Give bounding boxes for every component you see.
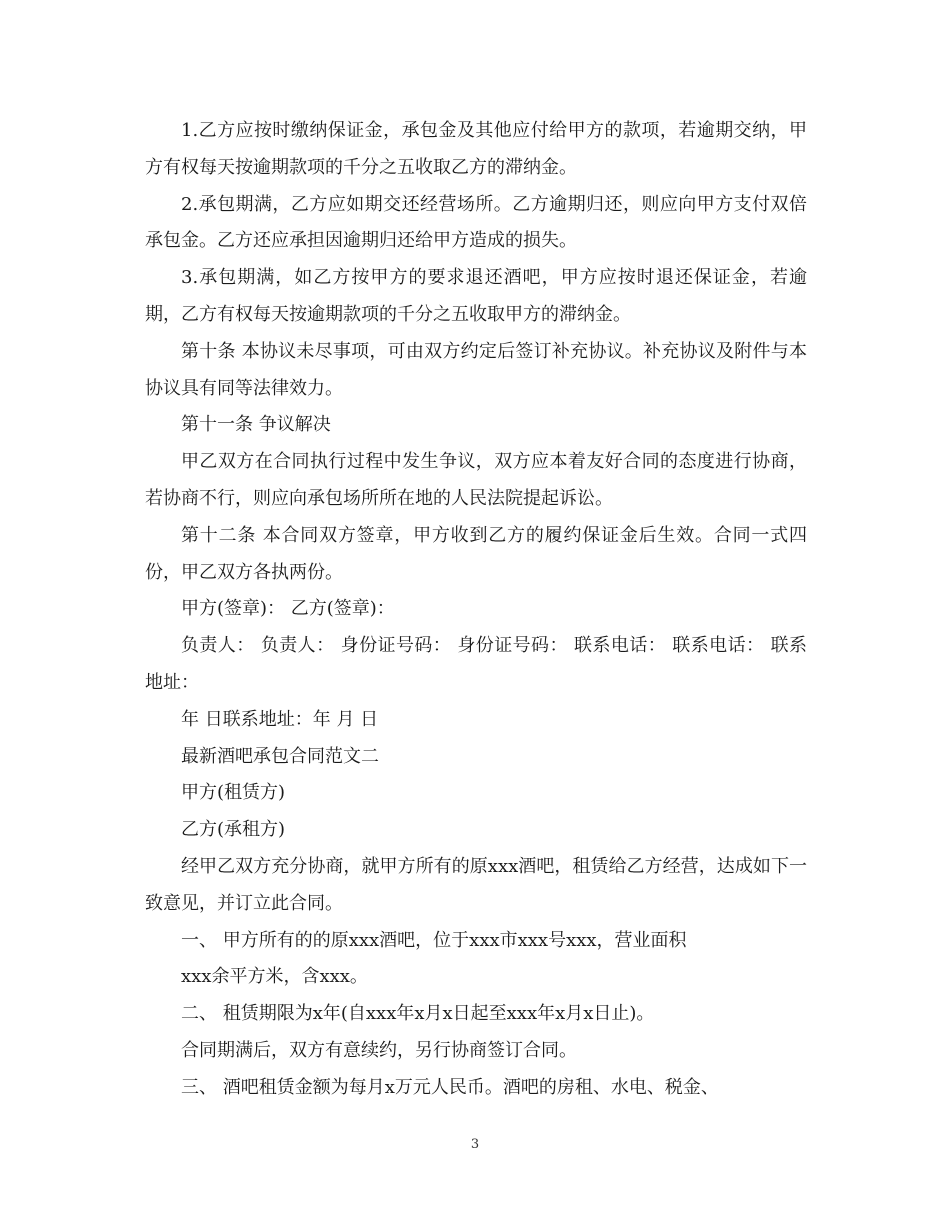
paragraph-signatures: 甲方(签章)： 乙方(签章)： — [181, 598, 395, 620]
paragraph-clause-3: 三、 酒吧租赁金额为每月x万元人民币。酒吧的房租、水电、税金、 — [181, 1076, 719, 1098]
paragraph-date: 年 日联系地址：年 月 日 — [181, 708, 379, 730]
paragraph-clause-2: 二、 租赁期限为x年(自xxx年x月x日起至xxx年x月x日止)。 — [181, 1003, 655, 1025]
paragraph-dispute: 甲乙双方在合同执行过程中发生争议，双方应本着友好合同的态度进行协商，若协商不行，则应向承包场所所在地的人民法院提起诉讼。 — [145, 451, 807, 509]
paragraph-party-a: 甲方(租赁方) — [181, 782, 286, 804]
paragraph-2: 2.承包期满，乙方应如期交还经营场所。乙方逾期归还，则应向甲方支付双倍承包金。乙方还应承担因逾期归还给甲方造成的损失。 — [145, 193, 807, 252]
paragraph-article-11-heading: 第十一条 争议解决 — [181, 414, 331, 436]
document-body — [145, 113, 807, 1107]
paragraph-preamble: 经甲乙双方充分协商，就甲方所有的原xxx酒吧，租赁给乙方经营，达成如下一致意见，并订立此合同。 — [145, 855, 807, 914]
paragraph-party-b: 乙方(承租方) — [181, 819, 286, 841]
paragraph-clause-1-cont: xxx余平方米，含xxx。 — [181, 966, 368, 988]
page-number: 3 — [470, 1137, 480, 1152]
paragraph-article-12: 第十二条 本合同双方签章，甲方收到乙方的履约保证金后生效。合同一式四份，甲乙双方各执两份。 — [145, 524, 807, 583]
paragraph-contacts: 负责人： 负责人： 身份证号码： 身份证号码： 联系电话： 联系电话： 联系地址： — [145, 635, 807, 693]
paragraph-3: 3.承包期满，如乙方按甲方的要求退还酒吧，甲方应按时退还保证金，若逾期，乙方有权每天按逾期款项的千分之五收取甲方的滞纳金。 — [145, 267, 807, 325]
paragraph-1: 1.乙方应按时缴纳保证金，承包金及其他应付给甲方的款项，若逾期交纳，甲方有权每天按逾期款项的千分之五收取乙方的滞纳金。 — [145, 120, 807, 178]
paragraph-contract-title-2: 最新酒吧承包合同范文二 — [181, 745, 379, 767]
paragraph-renewal: 合同期满后，双方有意续约，另行协商签订合同。 — [181, 1039, 577, 1061]
paragraph-clause-1: 一、 甲方所有的的原xxx酒吧，位于xxx市xxx号xxx，营业面积 — [181, 929, 687, 951]
paragraph-article-10: 第十条 本协议未尽事项，可由双方约定后签订补充协议。补充协议及附件与本协议具有同等法律效力。 — [145, 340, 807, 399]
